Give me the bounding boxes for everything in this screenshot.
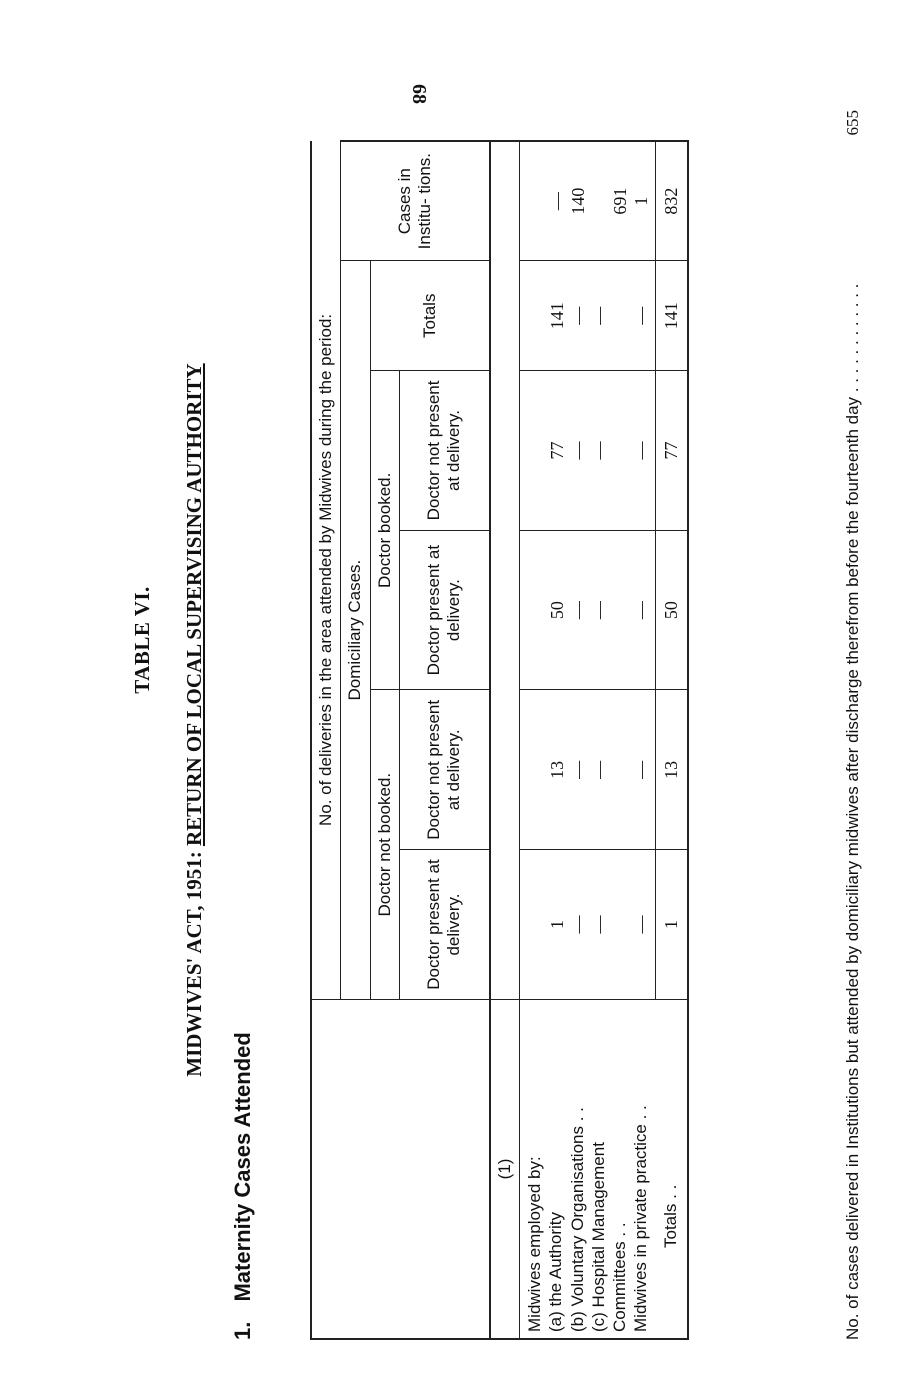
section-title: Maternity Cases Attended (230, 1032, 255, 1302)
total-b-not-present: 77 (656, 371, 688, 531)
cell-value: — (630, 441, 651, 460)
title-prefix: MIDWIVES' ACT, 1951: (182, 846, 206, 1077)
cell-value: — (588, 306, 609, 325)
cell-value: — (630, 601, 651, 620)
col-nb-not-present-header: Doctor not present at delivery. (400, 690, 490, 850)
total-b-present: 50 (656, 530, 688, 690)
cell-value: 50 (546, 601, 567, 620)
total-nb-not-present: 13 (656, 690, 688, 850)
row-label: (c) Hospital Management (588, 1142, 608, 1332)
title-underlined: RETURN OF LOCAL SUPERVISING AUTHORITY (182, 363, 206, 847)
cell-value: 140 (567, 187, 588, 215)
cell-value: — (630, 306, 651, 325)
section-number: 1. (230, 1321, 255, 1340)
section-heading (230, 1032, 256, 1340)
domiciliary-header: Domiciliary Cases. (341, 261, 370, 1000)
top-header: No. of deliveries in the area attended by Midwives during the period: (311, 141, 341, 999)
nb-present-values (520, 850, 656, 1000)
total-institutions: 832 (656, 141, 688, 261)
cell-value: 141 (546, 302, 567, 330)
cell-value: — (546, 192, 567, 211)
totals-label: Totals . . (656, 999, 688, 1339)
maternity-cases-table (310, 140, 689, 1340)
nb-not-present-values (520, 690, 656, 850)
cell-value: — (567, 601, 588, 620)
cell-value: — (567, 441, 588, 460)
total-nb-present: 1 (656, 850, 688, 1000)
col-b-present-header: Doctor present at delivery. (400, 530, 490, 690)
cell-value: 691 (609, 187, 630, 215)
footnote-text: No. of cases delivered in Institutions but attended by domiciliary midwives after discharge therefrom before the fourteenth day . . . . . . . . . . . . (843, 283, 862, 1340)
cell-value: 1 (546, 920, 567, 930)
b-present-values (520, 530, 656, 690)
doctor-booked-header: Doctor booked. (370, 371, 399, 690)
b-not-present-values (520, 371, 656, 531)
row-label: Midwives in private practice . . (631, 1105, 651, 1332)
row-label: (a) the Authority (546, 1211, 566, 1332)
row-label: (b) Voluntary Organisations . . (567, 1107, 587, 1332)
header-divider (490, 141, 520, 999)
footnote (842, 100, 864, 1340)
table-label: TABLE VI. (130, 586, 154, 694)
institutions-values (520, 141, 656, 261)
totals-values (520, 261, 656, 371)
cell-value: 77 (546, 441, 567, 460)
cell-value: — (588, 601, 609, 620)
total-totals: 141 (656, 261, 688, 371)
cell-value: — (588, 760, 609, 779)
cell-value: — (588, 915, 609, 934)
cell-value: 1 (630, 196, 651, 206)
col-institutions-header: Cases in Institu- tions. (341, 141, 490, 261)
cell-value: — (630, 760, 651, 779)
doctor-not-booked-header: Doctor not booked. (370, 690, 399, 999)
row-label-col-number: (1) (490, 999, 520, 1339)
cell-value: — (630, 915, 651, 934)
col-b-not-present-header: Doctor not present at delivery. (400, 371, 490, 531)
document-title (182, 100, 207, 1340)
cell-value: — (588, 441, 609, 460)
rotated-page-content (130, 100, 920, 1340)
cell-value: 13 (546, 760, 567, 779)
row-label-header (311, 999, 490, 1339)
row-labels (520, 999, 656, 1339)
cell-value: — (567, 760, 588, 779)
footnote-value: 655 (843, 110, 862, 136)
page-number: 68 (408, 84, 430, 104)
cell-value: — (567, 306, 588, 325)
row-label: Committees . . (610, 1222, 630, 1332)
col-totals-header: Totals (370, 261, 489, 371)
col-nb-present-header: Doctor present at delivery. (400, 850, 490, 1000)
cell-value: — (567, 915, 588, 934)
row-label: Midwives employed by: (525, 1156, 545, 1332)
